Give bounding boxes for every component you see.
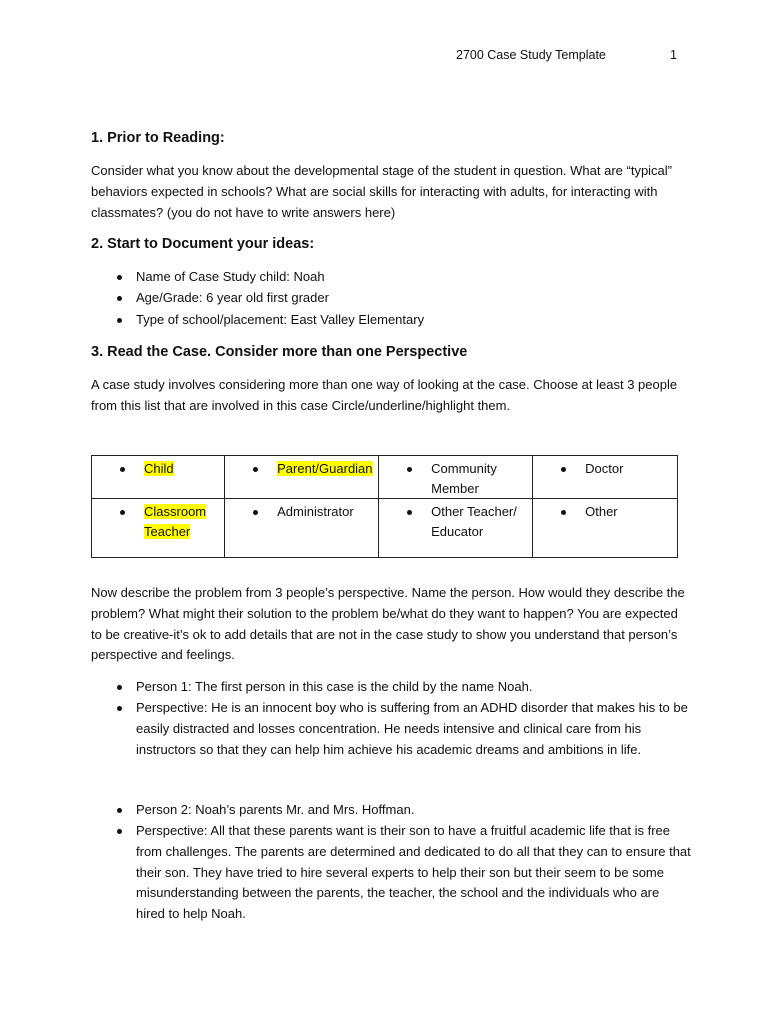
option-other-teacher-educator: Other Teacher/Educator — [431, 504, 517, 539]
table-cell — [533, 499, 678, 558]
table-cell — [92, 456, 225, 499]
list-item: Type of school/placement: East Valley Elementary — [136, 312, 425, 327]
section-3-heading: 3. Read the Case. Consider more than one Perspective — [91, 344, 468, 360]
option-other: Other — [585, 504, 618, 519]
section-1-heading: 1. Prior to Reading: — [91, 130, 225, 146]
table-cell — [225, 499, 379, 558]
option-parent-guardian: Parent/Guardian — [277, 461, 373, 476]
list-item: Person 1: The first person in this case is the child by the name Noah. — [136, 679, 533, 694]
section-3-instructions: Now describe the problem from 3 people’s perspective. Name the person. How would they describe the problem? What might their solution to the problem be/what do they want to happen? You are expected to be creative-it’s ok to add details that are not in the case study to show you understand that person’s perspective and feelings. — [91, 585, 685, 663]
bullet-dot — [117, 275, 122, 280]
bullet-dot — [117, 685, 122, 690]
running-head: 2700 Case Study Template — [456, 48, 606, 62]
bullet-dot — [117, 829, 122, 834]
section-3-intro: A case study involves considering more than one way of looking at the case. Choose at least 3 people from this list that are involved in this case Circle/underline/highlight them. — [91, 377, 678, 413]
table-row — [92, 499, 678, 558]
table-cell — [533, 456, 678, 499]
bullet-dot — [117, 296, 122, 301]
perspective-table — [91, 455, 678, 558]
table-cell — [379, 499, 533, 558]
page-number: 1 — [670, 48, 677, 62]
option-doctor: Doctor — [585, 461, 624, 476]
list-item: Perspective: He is an innocent boy who is suffering from an ADHD disorder that makes his to be easily distracted and losses concentration. He needs intensive and clinical care from his instructors so that they can help him achieve his academic dreams and ambitions in life. — [136, 700, 688, 757]
bullet-dot — [117, 808, 122, 813]
section-1-body: Consider what you know about the developmental stage of the student in question. What are “typical” behaviors expected in schools? What are social skills for interacting with adults, for interacting with classmates? (you do not have to write answers here) — [91, 163, 673, 220]
table-cell — [379, 456, 533, 499]
table-row — [92, 456, 678, 499]
section-2-heading: 2. Start to Document your ideas: — [91, 236, 315, 252]
table-cell — [92, 499, 225, 558]
option-child: Child — [144, 461, 174, 476]
table-cell — [225, 456, 379, 499]
option-community-member: Community Member — [431, 461, 497, 496]
bullet-dot — [117, 318, 122, 323]
list-item: Person 2: Noah’s parents Mr. and Mrs. Hoffman. — [136, 802, 415, 817]
bullet-dot — [117, 706, 122, 711]
list-item: Age/Grade: 6 year old first grader — [136, 290, 329, 305]
option-administrator: Administrator — [277, 504, 354, 519]
list-item: Perspective: All that these parents want is their son to have a fruitful academic life that is free from challenges. The parents are determined and dedicated to do all that they can to ensure that their son. They have tried to hire several experts to help their son but their seem to be some misunderstanding between the parents, the teacher, the school and the individuals who are hired to help Noah. — [136, 823, 691, 922]
option-classroom-teacher: Classroom Teacher — [144, 504, 207, 539]
list-item: Name of Case Study child: Noah — [136, 269, 325, 284]
